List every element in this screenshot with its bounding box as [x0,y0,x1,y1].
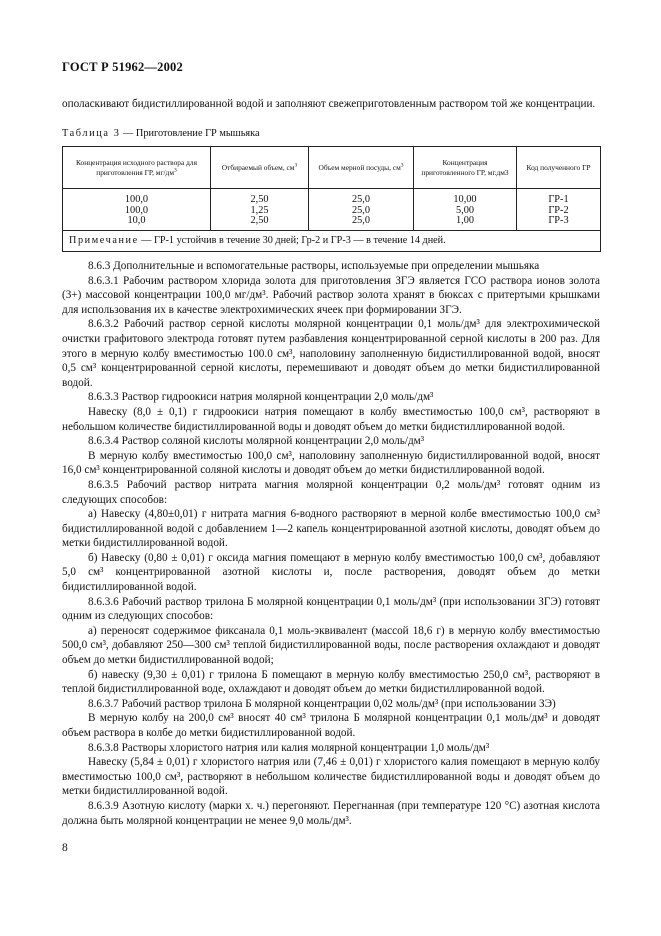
subheading-8-6-3-3: 8.6.3.3 Раствор гидроокиси натрия молярной концентрации 2,0 моль/дм³ [88,391,434,404]
paragraph-8-6-3-4-body: В мерную колбу вместимостью 100,0 см³, наполовину заполненную бидистиллированной водой, вносят 16,0 см³ концентрированной соляной кислоты и доводят объем до метки бидистиллированной водой. [62,449,600,477]
table-cell: 100,0 [124,194,149,205]
table-values-row [63,189,601,231]
paragraph-8-6-3-1: 8.6.3.1 Рабочим раствором хлорида золота для приготовления ЗГЭ является ГСО раствора ионов золота (3+) массовой концентрации 100,0 мг/дм³. Рабочий раствор золота хранят в бюксах с притертыми крышками для использования их в качестве электрохимических ячеек при формировании ЗГЭ. [62,274,600,316]
column-header: Объем мерной посуды, $см^3$ [309,147,414,189]
table-cell: ГР-1 [548,194,569,205]
table-cell: 25,0 [351,204,371,216]
table-note [63,230,601,251]
table-caption-title: — Приготовление ГР мышьяка [120,128,260,139]
arsenic-preparation-table [62,146,601,252]
intro-paragraph [62,97,600,112]
table-cell: 100,0 [124,204,149,216]
paragraph-8-6-3-5: 8.6.3.5 Рабочий раствор нитрата магния молярной концентрации 0,2 моль/дм³ готовят одним из следующих способов: [62,478,600,506]
column-header: Концентрация приготовленного ГР, мг.дм3 [414,147,517,189]
table-cell: ГР-3 [548,215,569,227]
table-note-label: Примечание [69,235,139,247]
paragraph-8-6-3-5-a: а) Навеску (4,80±0,01) г нитрата магния 6-водного растворяют в мерной колбе вместимостью 100,0 см³ бидистиллированной водой с добавлением 1—2 капель концентрированной азотной кислоты, доводят объем до метки бидистиллированной водой. [62,508,600,550]
paragraph-8-6-3-6-a: а) переносят содержимое фиксанала 0,1 моль-эквивалент (массой 18,6 г) в мерную колбу вместимостью 500,0 см³, добавляют 250—300 см³ теплой бидистиллированной воды, после растворения охлаждают и доводят объем до метки бидистиллированной водой; [62,624,600,667]
column-values-code [517,189,601,231]
table-caption [62,128,260,139]
table-cell: 10,00 [453,194,477,205]
table-header-row [63,147,601,189]
column-header: Отбираемый объем, $см^3$ [211,147,309,189]
table-note-text: — ГР-1 устойчив в течение 30 дней; Гр-2 и ГР-3 — в течение 14 дней. [138,235,446,247]
table-cell: 2,50 [250,194,269,205]
paragraph-8-6-3-2: 8.6.3.2 Рабочий раствор серной кислоты молярной концентрации 0,1 моль/дм³ для электрохимической очистки графитового электрода готовят путем разбавления концентрированной серной кислоты в 200 раз. Для этого в мерную колбу вместимостью 100.0 см³, наполовину заполненную бидистиллированной водой, вносят 0,5 см³ концентрированной серной кислоты, перемешивают и доводят объем до метки бидистиллированной водой. [62,318,600,389]
subheading-8-6-3-7: 8.6.3.7 Рабочий раствор трилона Б молярной концентрации 0,02 моль/дм³ (при использовании ЗЭ) [88,697,556,710]
subheading-8-6-3-4: 8.6.3.4 Раствор соляной кислоты молярной концентрации 2,0 моль/дм³ [88,435,425,448]
paragraph-8-6-3-6: 8.6.3.6 Рабочий раствор трилона Б молярной концентрации 0,1 моль/дм³ (при использовании ЗГЭ) готовят одним из следующих способов: [62,595,600,623]
table-cell: 5,00 [455,204,475,216]
paragraph-8-6-3-6-b: б) навеску (9,30 ± 0,01) г трилона Б помещают в мерную колбу вместимостью 250,0 см³, растворяют в теплой бидистиллированной воде, охлаждают и доводят объем до метки бидистиллированной водой. [62,668,600,696]
paragraph-8-6-3-8-body: Навеску (5,84 ± 0,01) г хлористого натрия или (7,46 ± 0,01) г хлористого калия помещают в мерную колбу вместимостью 100,0 см³, растворяют в небольшом количестве бидистиллированной воды и доводят объем до метки бидистиллированной водой. [62,756,600,798]
column-values-volume-taken [211,189,309,231]
table-cell: 1,00 [455,215,475,227]
paragraph-8-6-3-3-body: Навеску (8,0 ± 0,1) г гидроокиси натрия помещают в колбу вместимостью 100,0 см³, растворяют в небольшом количестве бидистиллированной воды и доводят объем до метки бидистиллированной водой. [62,405,600,433]
table-cell: 25,0 [351,215,371,227]
table-cell: 10,0 [127,215,146,227]
subheading-8-6-3-8: 8.6.3.8 Растворы хлористого натрия или калия молярной концентрации 1,0 моль/дм³ [88,741,490,754]
paragraph-8-6-3-7-body: В мерную колбу на 200,0 см³ вносят 40 см³ трилона Б молярной концентрации 0,1 моль/дм³ и доводят объем раствора в колбе до метки бидистиллированной водой. [62,712,600,739]
table-cell: 25,0 [351,194,371,205]
table-note-row [63,230,601,251]
page-number: 8 [62,842,68,854]
intro-text: ополаскивают бидистиллированной водой и заполняют свежеприготовленным раствором той же концентрации. [62,98,596,110]
paragraph-8-6-3-5-b: б) Навеску (0,80 ± 0,01) г оксида магния помещают в мерную колбу вместимостью 100,0 см³, добавляют 5,0 см³ концентрированной азотной кислоты и, после растворения, доводят объем до метки бидистиллированной водой. [62,551,600,594]
column-header: Код полученного ГР [517,147,601,189]
column-values-flask-volume [309,189,414,231]
section-heading-8-6-3: 8.6.3 Дополнительные и вспомогательные растворы, используемые при определении мышьяка [88,260,540,272]
table-caption-label: Таблица 3 [62,128,121,139]
column-values-prepared-concentration [414,189,517,231]
table-cell: 1,25 [250,204,269,216]
body-text [62,259,600,828]
table-cell: 2,50 [250,215,269,227]
column-header: Концентрация исходного раствора для приготовления ГР, $мг/дм^3$ [63,147,211,189]
document-header: ГОСТ Р 51962—2002 [62,60,183,74]
table-cell: ГР-2 [548,204,569,216]
column-values-source-concentration [63,189,211,231]
paragraph-8-6-3-9: 8.6.3.9 Азотную кислоту (марки х. ч.) перегоняют. Перегнанная (при температуре 120 °С) азотная кислота должна быть молярной концентрации не менее 9,0 моль/дм³. [62,799,600,827]
